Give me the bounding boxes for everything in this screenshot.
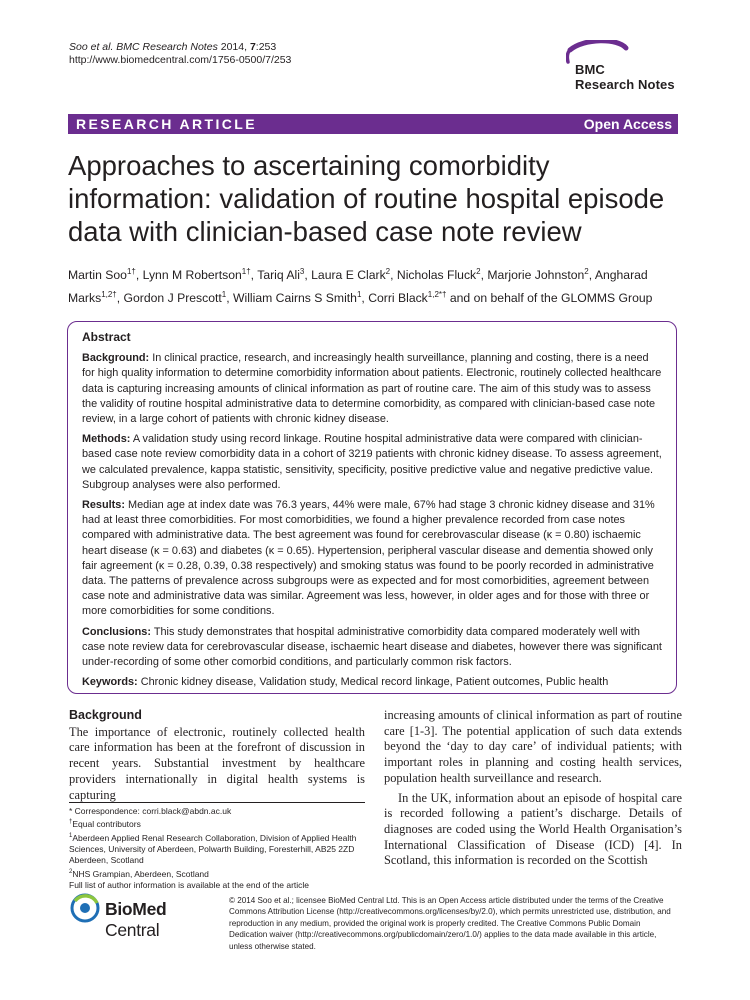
correspondence: * Correspondence: corri.black@abdn.ac.uk [69,806,232,816]
author[interactable]: Gordon J Prescott$^1$ [123,290,227,306]
author[interactable]: Angharad Marks$^{1,2\dagger}$ [68,268,648,306]
body-left-column [69,708,365,803]
author[interactable]: Nicholas Fluck$^2$ [396,267,481,283]
body-paragraph: The importance of electronic, routinely collected health care information has been at the forefront of discussion in recent years. Substantial investment by healthcare providers internationally in digital health systems is capturing [69,724,365,802]
author[interactable]: Martin Soo$^{1\dagger}$ [68,267,136,283]
citation: Soo et al. BMC Research Notes 2014, 7:253 [69,41,277,53]
journal-logo-line1: BMC [575,62,605,77]
abstract-methods: Methods: A validation study using record linkage. Routine hospital administrative data were compared with clinician-based case note review comorbidity data in a cohort of 3219 patients with chronic kidney disease. To assess agreement, we calculated prevalence, kappa statistic, sensitivity, specificity, positive predictive value and negative predictive value. Subgroup analyses were also performed. [82,433,662,491]
author[interactable]: Lynn M Robertson$^{1\dagger}$ [142,267,251,283]
biomed-central-icon [69,893,103,923]
journal-logo [566,40,676,100]
equal-contributors-note: †Equal contributors [69,819,141,830]
author-group: and on behalf of the GLOMMS Group [446,291,653,306]
article-type: RESEARCH ARTICLE [76,116,257,132]
body-paragraph: increasing amounts of clinical information as part of routine care [1-3]. The potential application of such data extends beyond the ‘day to day care’ of individual patients; with important roles in planning and costing health services, population health surveillance and research. [384,708,682,785]
author-info-note: Full list of author information is available at the end of the article [69,879,310,890]
body-paragraph: In the UK, information about an episode of hospital care is recorded following a patient’s discharge. Details of diagnoses are coded using the World Health Organisation’s International Classification of Disease (ICD) [4]. In Scotland, this information is recorded on the Scottish [384,790,682,868]
footnotes [69,806,369,891]
running-header [69,41,291,67]
author[interactable]: Marjorie Johnston$^2$ [487,267,589,283]
affiliation-2: $^2$NHS Grampian, Aberdeen, Scotland [69,868,209,879]
author[interactable]: Corri Black$^{1,2*\dagger}$ [368,290,447,306]
affiliation-1: $^1$Aberdeen Applied Renal Research Collaboration, Division of Applied Health Sciences, University of Aberdeen, Polwarth Building, Foresterhill, AB25 2ZD Aberdeen, Scotland [69,832,357,866]
abstract-results: Results: Median age at index date was 76.3 years, 44% were male, 67% had stage 3 chronic kidney disease and 31% had at least three comorbidities. For most comorbidities, we found a higher prevalence recorded from case notes compared with administrative data. The best agreement was found for cerebrovascular disease (κ = 0.80) ischaemic heart disease (κ = 0.63) and diabetes (κ = 0.65). Hypertension, peripheral vascular disease and dementia showed only fair agreement (κ = 0.28, 0.39, 0.38 respectively) and smoking status was found to be poorly recorded in administrative data. The patterns of prevalence across subgroups were as expected and for most comorbidities, agreement between case note and administrative data was similar. Agreement was less, however, in older ages and for those with three or more comorbidities for some conditions. [82,499,655,618]
journal-logo-line2: Research Notes [575,77,675,92]
abstract-keywords: Keywords: Chronic kidney disease, Validation study, Medical record linkage, Patient outcomes, Public health [82,676,609,689]
footnote-divider [69,802,365,803]
author[interactable]: Laura E Clark$^2$ [311,267,391,283]
article-url[interactable]: http://www.biomedcentral.com/1756-0500/7/253 [69,54,292,66]
author-list: Martin Soo$^{1\dagger}$, Lynn M Robertson$^{1\dagger}$, Tariq Ali$^3$, Laura E Clark$^2$, Nicholas Fluck$^2$, Marjorie Johnston$^2$, Angharad Marks$^{1,2\dagger}$, Gordon J Prescott$^1$, William Cairns S Smith$^1$, Corri Black$^{1,2*\dagger}$ and on behalf of the GLOMMS Group [68,267,653,306]
license-text: © 2014 Soo et al.; licensee BioMed Central Ltd. This is an Open Access article distributed under the terms of the Creative Commons Attribution License (http://creativecommons.org/licenses/by/2.0), which permits unrestricted use, distribution, and reproduction in any medium, provided the original work is properly credited. The Creative Commons Public Domain Dedication waiver (http://creativecommons.org/publicdomain/zero/1.0/) applies to the data made available in this article, unless otherwise stated. [229,896,671,951]
abstract-heading: Abstract [82,330,131,344]
author[interactable]: William Cairns S Smith$^1$ [233,290,362,306]
abstract-conclusions: Conclusions: This study demonstrates that hospital administrative comorbidity data compared moderately well with case note review data for cerebrovascular disease, ischaemic heart disease and diabetes, however there was significant under-recording of some other comorbid conditions, and particularly common risk factors. [82,625,662,669]
correspondence-email[interactable]: corri.black@abdn.ac.uk [142,806,232,816]
author[interactable]: Tariq Ali$^3$ [257,267,305,283]
abstract-box [67,321,677,694]
publisher-logo: BioMed Central [69,893,219,927]
body-right-column [384,708,682,869]
article-type-banner [68,114,678,134]
abstract-background: Background: In clinical practice, research, and increasingly health surveillance, planning and costing, there is a need for high quality information to determine comorbidity information about patients. Electronic, routinely collected healthcare data is capturing increasing amounts of clinical information as part of routine care. The aim of this study was to assess the validity of routine hospital administrative data to determine comorbidity, as compared with clinician-based case note review, in a large cohort of patients with chronic kidney disease. [82,352,662,426]
article-title: Approaches to ascertaining comorbidity information: validation of routine hospital episode data with clinician-based case note review [68,150,665,247]
open-access-label: Open Access [583,116,672,132]
section-heading-background: Background [69,708,142,722]
